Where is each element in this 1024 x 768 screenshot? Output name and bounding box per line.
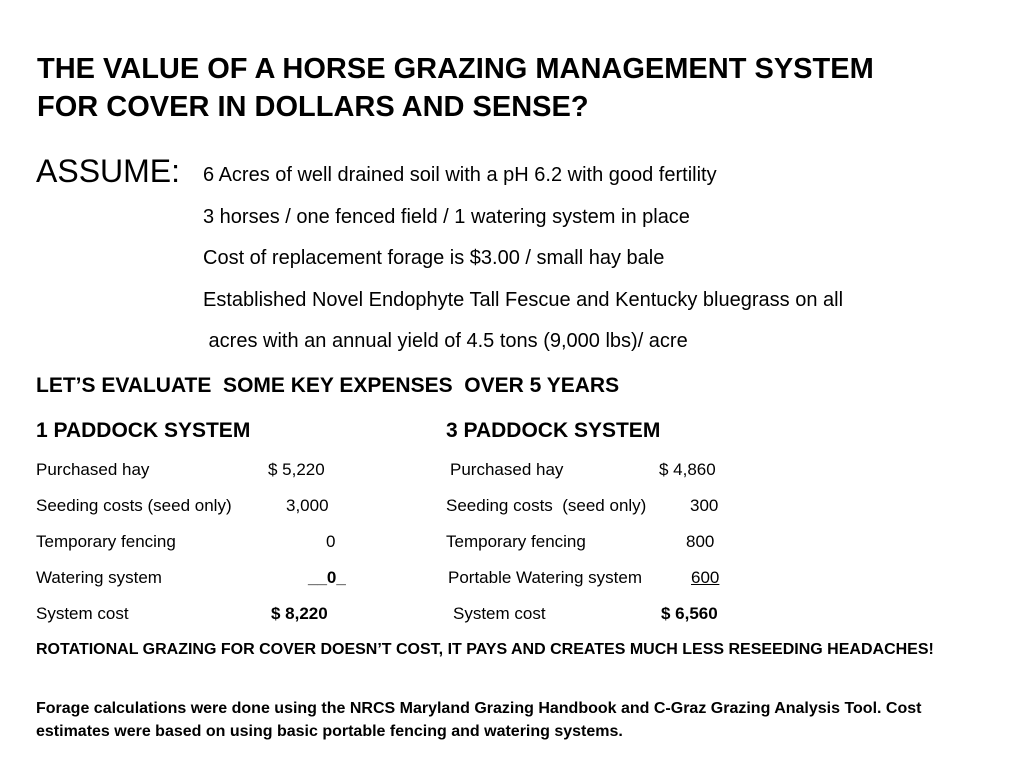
paddock3-row-label: Seeding costs (seed only): [446, 496, 647, 515]
paddock1-row-value: 0: [326, 532, 336, 551]
paddock3-heading: 3 PADDOCK SYSTEM: [446, 419, 661, 442]
assumption-line-1: 6 Acres of well drained soil with a pH 6.2 with good fertility: [203, 164, 717, 186]
paddock1-system-cost: $ 8,220: [271, 604, 328, 623]
paddock1-row-value: __0_: [308, 568, 346, 587]
evaluate-heading: LET’S EVALUATE SOME KEY EXPENSES OVER 5 YEARS: [36, 374, 620, 397]
paddock1-row-value: $ 5,220: [268, 460, 325, 479]
paddock3-row-value: 800: [686, 532, 715, 551]
conclusion-text: ROTATIONAL GRAZING FOR COVER DOESN’T COST, IT PAYS AND CREATES MUCH LESS RESEEDING HEADACHES!: [36, 641, 934, 658]
footnote-text: Forage calculations were done using the NRCS Maryland Grazing Handbook and C-Graz Grazing Analysis Tool. Cost estimates were based on using basic portable fencing and watering systems.: [36, 700, 922, 740]
paddock3-row-label: Purchased hay: [450, 460, 564, 479]
paddock1-row-label: Temporary fencing: [36, 532, 176, 551]
paddock3-system-cost: $ 6,560: [661, 604, 718, 623]
assumption-line-5: acres with an annual yield of 4.5 tons (9,000 lbs)/ acre: [203, 330, 688, 352]
paddock1-row-label: Watering system: [36, 568, 162, 587]
slide-title: THE VALUE OF A HORSE GRAZING MANAGEMENT SYSTEM FOR COVER IN DOLLARS AND SENSE?: [37, 53, 874, 123]
paddock3-row-label: System cost: [453, 604, 546, 623]
paddock3-row-value: 300: [690, 496, 719, 515]
paddock1-row-label: Purchased hay: [36, 460, 150, 479]
paddock3-row-label: Temporary fencing: [446, 532, 586, 551]
paddock1-row-label: System cost: [36, 604, 129, 623]
assumption-line-4: Established Novel Endophyte Tall Fescue and Kentucky bluegrass on all: [203, 289, 844, 311]
assumption-line-3: Cost of replacement forage is $3.00 / small hay bale: [203, 247, 665, 269]
paddock3-row-label: Portable Watering system: [448, 568, 642, 587]
assumption-line-2: 3 horses / one fenced field / 1 watering system in place: [203, 206, 690, 228]
paddock3-row-value: 600: [691, 568, 720, 587]
paddock1-row-label: Seeding costs (seed only): [36, 496, 232, 515]
paddock1-heading: 1 PADDOCK SYSTEM: [36, 419, 251, 442]
paddock1-row-value: 3,000: [286, 496, 329, 515]
assume-label: ASSUME:: [36, 153, 181, 189]
paddock3-row-value: $ 4,860: [659, 460, 716, 479]
